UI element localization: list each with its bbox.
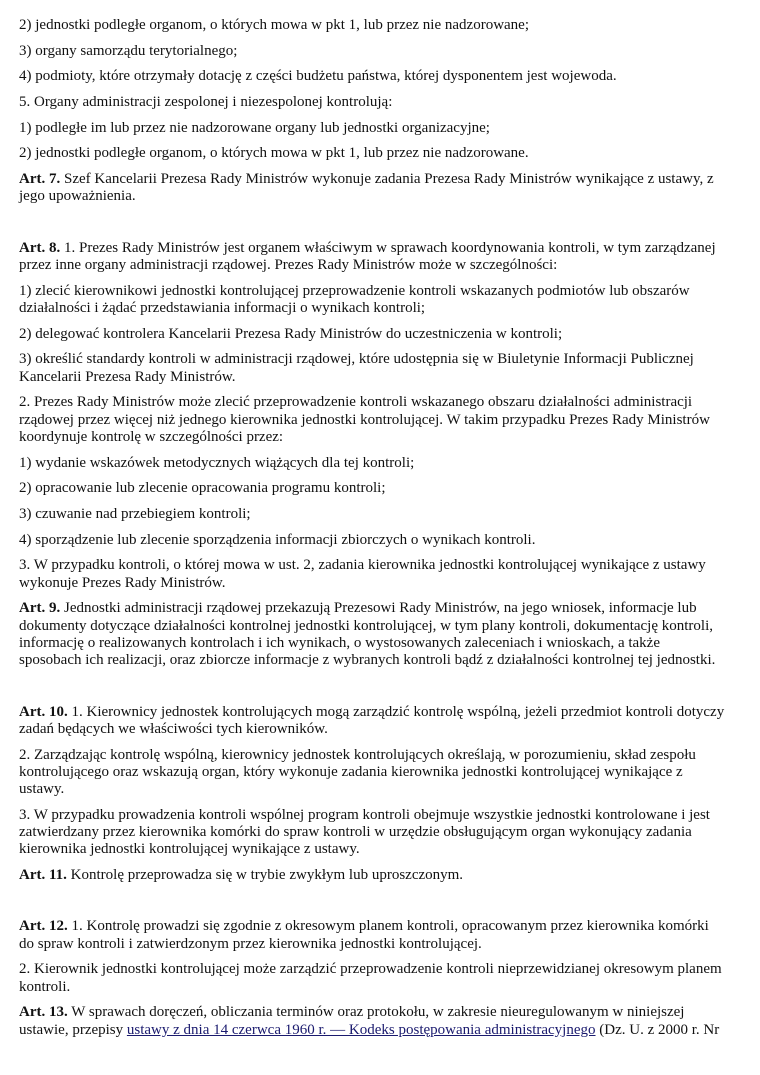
paragraph-line-row bbox=[19, 326, 760, 343]
paragraph-line: zadań będących we właściwości tych kierowników. bbox=[19, 720, 328, 737]
paragraph-line: do spraw kontroli i zatwierdzonym przez kierownika jednostki kontrolującej. bbox=[19, 935, 482, 952]
paragraph bbox=[19, 867, 760, 884]
paragraph bbox=[19, 807, 760, 859]
paragraph bbox=[19, 506, 760, 523]
paragraph bbox=[19, 455, 760, 472]
article-label: Art. 13. bbox=[19, 1004, 68, 1021]
paragraph bbox=[19, 68, 760, 85]
paragraph-line-row bbox=[19, 807, 760, 824]
paragraph bbox=[19, 480, 760, 497]
paragraph-line: 3. W przypadku prowadzenia kontroli wspólnej program kontroli obejmuje wszystkie jednostki kontrolowane i jest bbox=[19, 806, 710, 823]
paragraph-line-row bbox=[19, 351, 760, 368]
paragraph-line-row bbox=[19, 918, 760, 935]
paragraph-line: kontroli. bbox=[19, 978, 71, 995]
paragraph bbox=[19, 120, 760, 137]
paragraph-art-13 bbox=[19, 1004, 760, 1039]
paragraph-line-row bbox=[19, 635, 760, 652]
paragraph-line: 1. Prezes Rady Ministrów jest organem właściwym w sprawach koordynowania kontroli, w tym zarządzanej bbox=[60, 239, 716, 256]
paragraph-line-row bbox=[19, 17, 760, 34]
paragraph bbox=[19, 326, 760, 343]
paragraph-line-row bbox=[19, 575, 760, 592]
paragraph bbox=[19, 747, 760, 799]
paragraph-line: rządowej przez więcej niż jednego kierownika jednostki kontrolującej. W takim przypadku Prezes Rady Ministrów bbox=[19, 411, 710, 428]
paragraph-line: 1. Kontrolę prowadzi się zgodnie z okresowym planem kontroli, opracowanym przez kierownika komórki bbox=[67, 918, 709, 935]
paragraph bbox=[19, 240, 760, 275]
paragraph bbox=[19, 394, 760, 446]
paragraph-line: Kontrolę przeprowadza się w trybie zwykłym lub uproszczonym. bbox=[66, 867, 464, 884]
paragraph bbox=[19, 283, 760, 318]
article-label: Art. 9. bbox=[19, 600, 61, 617]
paragraph-line-row bbox=[19, 43, 760, 60]
paragraph-line-row bbox=[19, 557, 760, 574]
article-label: Art. 11. bbox=[19, 867, 67, 884]
article-label: Art. 8. bbox=[19, 239, 61, 256]
paragraph-line-row bbox=[19, 532, 760, 549]
paragraph bbox=[19, 94, 760, 111]
paragraph-line: zatwierdzany przez kierownika komórki do spraw kontroli w urzędzie obsługującym organ wykonujący zadania bbox=[19, 824, 692, 841]
paragraph-line-row bbox=[19, 412, 760, 429]
paragraph-line: wykonuje Prezes Rady Ministrów. bbox=[19, 574, 226, 591]
paragraph-line-row bbox=[19, 721, 760, 738]
paragraph-line-row bbox=[19, 240, 760, 257]
paragraph-line: koordynuje kontrolę w szczególności przez: bbox=[19, 428, 284, 445]
paragraph-line: sposobach ich realizacji, oraz zbiorcze informacje z wybranych kontroli bądź z działalności kontrolnej tej jednostki. bbox=[19, 652, 716, 669]
paragraph-line: ustawy. bbox=[19, 781, 65, 798]
paragraph-line-row bbox=[19, 94, 760, 111]
paragraph-line-row bbox=[19, 394, 760, 411]
paragraph-line-row bbox=[19, 300, 760, 317]
paragraph-line-row bbox=[19, 68, 760, 85]
paragraph-line-row bbox=[19, 369, 760, 386]
paragraph-line: 2. Kierownik jednostki kontrolującej może zarządzić przeprowadzenie kontroli nieprzewidzianej okresowym planem bbox=[19, 961, 722, 978]
paragraph-line: 3) czuwanie nad przebiegiem kontroli; bbox=[19, 506, 251, 523]
paragraph-line-row bbox=[19, 455, 760, 472]
paragraph-line: 2) opracowanie lub zlecenie opracowania programu kontroli; bbox=[19, 480, 386, 497]
paragraph-line-row bbox=[19, 120, 760, 137]
paragraph-line-row bbox=[19, 506, 760, 523]
paragraph-line-row bbox=[19, 979, 760, 996]
paragraph-line-row bbox=[19, 841, 760, 858]
paragraph-line-row bbox=[19, 704, 760, 721]
paragraph bbox=[19, 17, 760, 34]
paragraph bbox=[19, 704, 760, 739]
paragraph-line: 2) jednostki podległe organom, o których mowa w pkt 1, lub przez nie nadzorowane. bbox=[19, 145, 529, 162]
paragraph-line: Kancelarii Prezesa Rady Ministrów. bbox=[19, 368, 236, 385]
paragraph-line-row bbox=[19, 283, 760, 300]
paragraph-line-row bbox=[19, 824, 760, 841]
paragraph-line-row bbox=[19, 600, 760, 617]
paragraph bbox=[19, 171, 760, 206]
paragraph-line-row bbox=[19, 781, 760, 798]
paragraph-line-row bbox=[19, 618, 760, 635]
paragraph bbox=[19, 961, 760, 996]
paragraph-line-row bbox=[19, 961, 760, 978]
paragraph-line-row bbox=[19, 188, 760, 205]
paragraph-line-row bbox=[19, 257, 760, 274]
kpa-statute-link[interactable]: ustawy z dnia 14 czerwca 1960 r. — Kodeks postępowania administracyjnego bbox=[126, 1021, 596, 1038]
paragraph-line-row bbox=[19, 171, 760, 188]
paragraph-line: przez inne organy administracji rządowej. Prezes Rady Ministrów może w szczególności: bbox=[19, 257, 558, 274]
paragraph-line-row bbox=[19, 429, 760, 446]
paragraph-line: 2) delegować kontrolera Kancelarii Prezesa Rady Ministrów do uczestniczenia w kontroli; bbox=[19, 325, 563, 342]
paragraph bbox=[19, 532, 760, 549]
paragraph-line-row bbox=[19, 480, 760, 497]
paragraph-line: 1. Kierownicy jednostek kontrolujących mogą zarządzić kontrolę wspólną, jeżeli przedmiot kontroli dotyczy bbox=[67, 703, 725, 720]
paragraph-line-row bbox=[19, 936, 760, 953]
paragraph bbox=[19, 557, 760, 592]
paragraph-line-row bbox=[19, 867, 760, 884]
paragraph-line: Jednostki administracji rządowej przekazują Prezesowi Rady Ministrów, na jego wniosek, informacje lub bbox=[60, 600, 697, 617]
paragraph-line: Szef Kancelarii Prezesa Rady Ministrów wykonuje zadania Prezesa Rady Ministrów wynikające z ustawy, z bbox=[60, 171, 714, 188]
paragraph-line: dokumenty dotyczące działalności kontrolnej jednostki kontrolującej, w tym plany kontroli, dokumentację kontroli, bbox=[19, 617, 713, 634]
paragraph-line: 2) jednostki podległe organom, o których mowa w pkt 1, lub przez nie nadzorowane; bbox=[19, 17, 530, 33]
paragraph-line: ustawie, przepisy bbox=[19, 1021, 127, 1038]
paragraph-line-row bbox=[19, 764, 760, 781]
paragraph-line-row bbox=[19, 145, 760, 162]
paragraph-line: (Dz. U. z 2000 r. Nr bbox=[595, 1021, 720, 1038]
paragraph-line: jego upoważnienia. bbox=[19, 188, 136, 205]
paragraph-line: kierownika jednostki kontrolującej wynikające z ustawy. bbox=[19, 841, 360, 858]
paragraph-line-row bbox=[19, 747, 760, 764]
paragraph-line: 5. Organy administracji zespolonej i niezespolonej kontrolują: bbox=[19, 94, 393, 111]
paragraph-line: 3) organy samorządu terytorialnego; bbox=[19, 42, 238, 59]
article-label: Art. 10. bbox=[19, 703, 68, 720]
article-label: Art. 12. bbox=[19, 918, 68, 935]
paragraph-line: 4) podmioty, które otrzymały dotację z części budżetu państwa, której dysponentem jest wojewoda. bbox=[19, 68, 617, 85]
paragraph-line: 3) określić standardy kontroli w administracji rządowej, które udostępnia się w Biuletynie Informacji Publicznej bbox=[19, 351, 694, 368]
article-label: Art. 7. bbox=[19, 171, 61, 188]
paragraph-line-row bbox=[19, 652, 760, 669]
paragraph-line: 1) wydanie wskazówek metodycznych wiążących dla tej kontroli; bbox=[19, 454, 415, 471]
paragraph-line: kontrolującego oraz wskazują organ, który wykonuje zadania kierownika jednostki kontrolującej wynikające z bbox=[19, 763, 683, 780]
paragraph bbox=[19, 351, 760, 386]
paragraph-line: 2. Prezes Rady Ministrów może zlecić przeprowadzenie kontroli wskazanego obszaru działalności administracji bbox=[19, 394, 693, 411]
paragraph bbox=[19, 918, 760, 953]
paragraph bbox=[19, 43, 760, 60]
paragraph-line: działalności i żądać przedstawiania informacji o wynikach kontroli; bbox=[19, 300, 426, 316]
paragraph-line: 3. W przypadku kontroli, o której mowa w ust. 2, zadania kierownika jednostki kontrolującej wynikające z ustawy bbox=[19, 557, 706, 574]
paragraph-line: 1) podległe im lub przez nie nadzorowane organy lub jednostki organizacyjne; bbox=[19, 119, 490, 136]
paragraph bbox=[19, 600, 760, 669]
paragraph-line: 2. Zarządzając kontrolę wspólną, kierownicy jednostek kontrolujących określają, w porozumieniu, skład zespołu bbox=[19, 746, 696, 763]
paragraph-line: W sprawach doręczeń, obliczania terminów oraz protokołu, w zakresie nieuregulowanym w niniejszej bbox=[67, 1004, 685, 1021]
paragraph-line: 1) zlecić kierownikowi jednostki kontrolującej przeprowadzenie kontroli wskazanych podmiotów lub obszarów bbox=[19, 282, 690, 299]
paragraph-line: informację o realizowanych kontrolach i ich wynikach, o wystosowanych zaleceniach i wnioskach, a także bbox=[19, 634, 661, 651]
paragraph-line: 4) sporządzenie lub zlecenie sporządzenia informacji zbiorczych o wynikach kontroli. bbox=[19, 531, 536, 548]
paragraph bbox=[19, 145, 760, 162]
